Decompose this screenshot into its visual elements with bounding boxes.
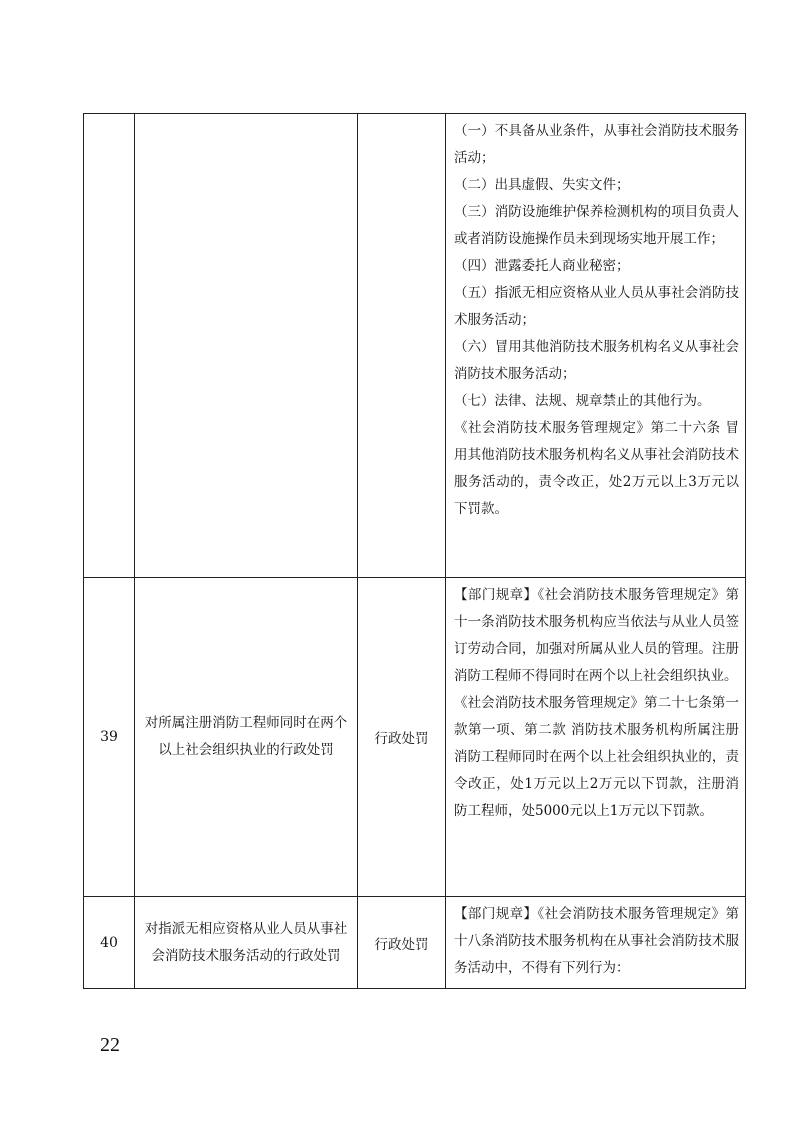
page-number: 22	[100, 1034, 120, 1056]
table-row	[84, 897, 746, 989]
legal-basis	[446, 578, 746, 897]
item-name: 对指派无相应资格从业人员从事社会消防技术服务活动的行政处罚	[135, 897, 358, 989]
legal-basis	[446, 897, 746, 989]
row-number: 40	[84, 897, 135, 989]
basis-paragraph: （三）消防设施维护保养检测机构的项目负责人或者消防设施操作员未到现场实地开展工作；	[454, 204, 739, 247]
basis-paragraph: 《社会消防技术服务管理规定》第二十六条 冒用其他消防技术服务机构名义从事社会消防技术服务活动的，责令改正，处2万元以上3万元以下罚款。	[454, 420, 739, 517]
item-type	[358, 114, 446, 578]
row-number	[84, 114, 135, 578]
basis-paragraph: 【部门规章】《社会消防技术服务管理规定》第十一条消防技术服务机构应当依法与从业人员签订劳动合同，加强对所属从业人员的管理。注册消防工程师不得同时在两个以上社会组织执业。	[454, 587, 739, 684]
penalty-table	[83, 113, 746, 989]
basis-paragraph: 【部门规章】《社会消防技术服务管理规定》第十八条消防技术服务机构在从事社会消防技术服务活动中，不得有下列行为：	[454, 906, 739, 976]
table-row	[84, 114, 746, 578]
basis-paragraph: （一）不具备从业条件，从事社会消防技术服务活动；	[454, 123, 739, 166]
item-name: 对所属注册消防工程师同时在两个以上社会组织执业的行政处罚	[135, 578, 358, 897]
legal-basis	[446, 114, 746, 578]
table-row	[84, 578, 746, 897]
basis-paragraph: （六）冒用其他消防技术服务机构名义从事社会消防技术服务活动；	[454, 339, 739, 382]
item-type: 行政处罚	[358, 578, 446, 897]
item-type: 行政处罚	[358, 897, 446, 989]
basis-paragraph: （五）指派无相应资格从业人员从事社会消防技术服务活动；	[454, 285, 739, 328]
basis-paragraph: （二）出具虚假、失实文件；	[454, 177, 630, 193]
basis-paragraph: 《社会消防技术服务管理规定》第二十七条第一款第一项、第二款 消防技术服务机构所属注册消防工程师同时在两个以上社会组织执业的，责令改正，处1万元以上2万元以下罚款，注册消防工程师，处5000元以上1万元以下罚款。	[454, 695, 739, 819]
item-name	[135, 114, 358, 578]
row-number: 39	[84, 578, 135, 897]
basis-paragraph: （七）法律、法规、规章禁止的其他行为。	[454, 393, 711, 409]
basis-paragraph: （四）泄露委托人商业秘密；	[454, 258, 630, 274]
